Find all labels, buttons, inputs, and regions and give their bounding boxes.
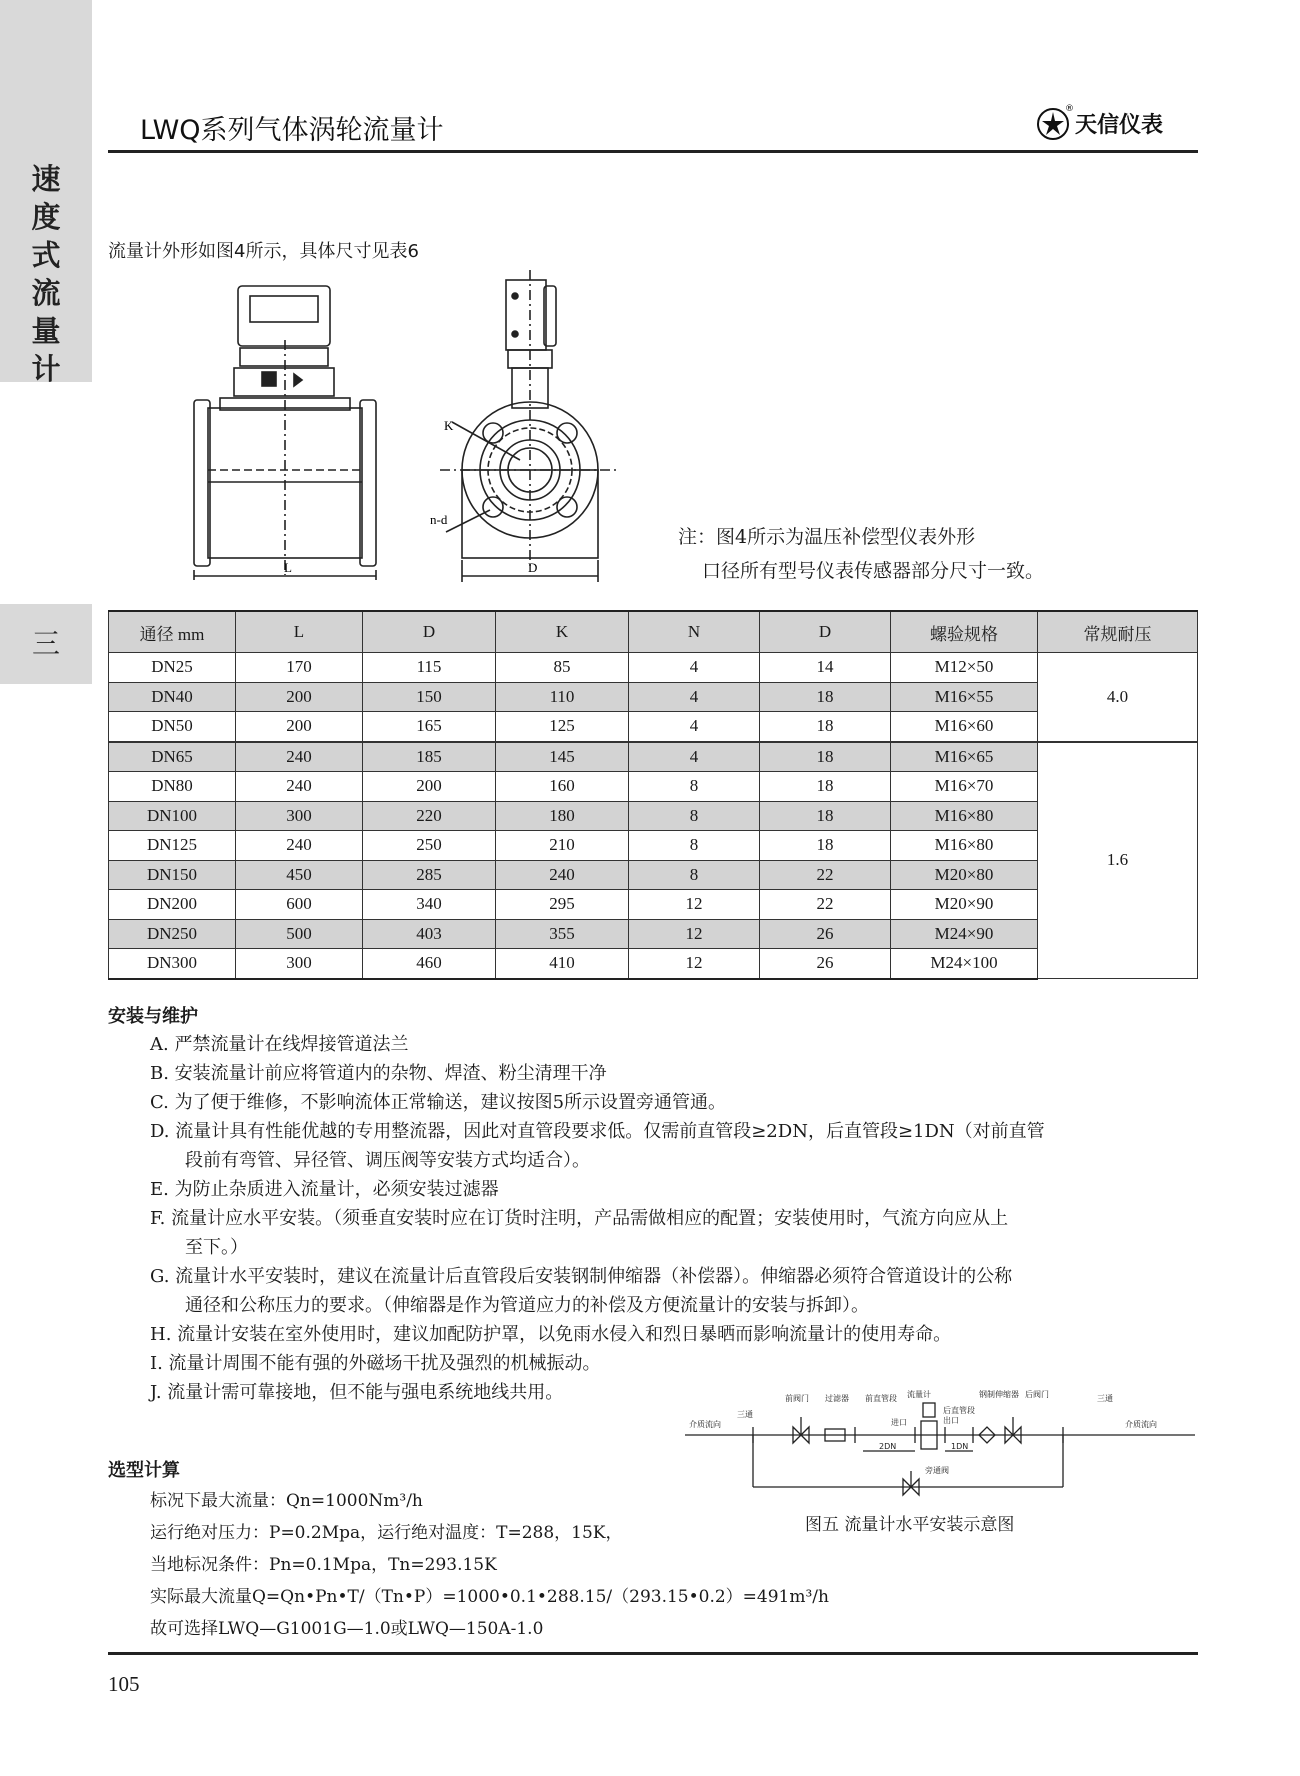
side-chapter-number: 三 bbox=[31, 627, 60, 660]
fig5-label: 钢制伸缩器 bbox=[979, 1390, 1019, 1399]
table-row bbox=[109, 742, 1198, 772]
table-cell: DN40 bbox=[109, 682, 236, 712]
table-cell: 22 bbox=[760, 860, 891, 890]
table-cell: 200 bbox=[363, 772, 496, 802]
table-cell: 250 bbox=[363, 831, 496, 861]
col-header: 通径 mm bbox=[109, 611, 236, 653]
table-cell: 18 bbox=[760, 801, 891, 831]
selection-calc bbox=[150, 1485, 829, 1645]
table-cell: 200 bbox=[236, 712, 363, 742]
table-cell: 295 bbox=[496, 890, 629, 920]
fig5-label: 旁通阀 bbox=[925, 1466, 949, 1475]
table-cell: 200 bbox=[236, 682, 363, 712]
table-cell: 355 bbox=[496, 919, 629, 949]
install-item: E. 为防止杂质进入流量计，必须安装过滤器 bbox=[150, 1179, 499, 1200]
calc-line: 当地标况条件：Pn=0.1Mpa，Tn=293.15K bbox=[150, 1555, 497, 1575]
table-cell: DN80 bbox=[109, 772, 236, 802]
table-row bbox=[109, 949, 1198, 979]
side-category-char: 度 bbox=[31, 200, 61, 234]
side-category-char: 量 bbox=[31, 314, 61, 348]
side-category-char: 式 bbox=[31, 238, 61, 272]
col-header: D bbox=[760, 611, 891, 653]
table-cell: 410 bbox=[496, 949, 629, 979]
table-cell: 12 bbox=[629, 949, 760, 979]
table-cell: DN100 bbox=[109, 801, 236, 831]
calc-line: 运行绝对压力：P=0.2Mpa，运行绝对温度：T=288，15K， bbox=[150, 1523, 623, 1543]
footer-rule bbox=[108, 1652, 1198, 1655]
table-row bbox=[109, 890, 1198, 920]
table-cell: 240 bbox=[236, 831, 363, 861]
table-cell: 8 bbox=[629, 772, 760, 802]
table-cell: 18 bbox=[760, 712, 891, 742]
figure-note bbox=[678, 520, 1044, 588]
table-cell: 300 bbox=[236, 801, 363, 831]
pressure-cell: 1.6 bbox=[1038, 742, 1198, 979]
install-item: I. 流量计周围不能有强的外磁场干扰及强烈的机械振动。 bbox=[150, 1353, 601, 1374]
fig5-label: 介质流向 bbox=[1125, 1420, 1157, 1429]
table-cell: DN200 bbox=[109, 890, 236, 920]
install-item: F. 流量计应水平安装。（须垂直安装时应在订货时注明，产品需做相应的配置；安装使用时，气流方向应从上 bbox=[150, 1208, 1009, 1229]
col-header: 常规耐压 bbox=[1038, 611, 1198, 653]
table-cell: M16×70 bbox=[891, 772, 1038, 802]
col-header: 螺验规格 bbox=[891, 611, 1038, 653]
table-cell: DN250 bbox=[109, 919, 236, 949]
table-cell: 340 bbox=[363, 890, 496, 920]
calc-line: 故可选择LWQ—G1001G—1.0或LWQ—150A-1.0 bbox=[150, 1619, 544, 1639]
install-list bbox=[150, 1030, 1210, 1407]
fig5-label: 2DN bbox=[879, 1442, 897, 1451]
table-cell: 450 bbox=[236, 860, 363, 890]
fig5-label: 三通 bbox=[1097, 1394, 1113, 1403]
table-cell: DN125 bbox=[109, 831, 236, 861]
table-cell: 12 bbox=[629, 890, 760, 920]
side-category-char: 速 bbox=[31, 162, 61, 196]
table-cell: DN300 bbox=[109, 949, 236, 979]
table-cell: 4 bbox=[629, 742, 760, 772]
fig5-label: 进口 bbox=[891, 1418, 907, 1427]
install-item: J. 流量计需可靠接地，但不能与强电系统地线共用。 bbox=[150, 1382, 564, 1403]
table-cell: M24×90 bbox=[891, 919, 1038, 949]
table-cell: DN50 bbox=[109, 712, 236, 742]
table-cell: 220 bbox=[363, 801, 496, 831]
table-row bbox=[109, 860, 1198, 890]
fig5-label: 前直管段 bbox=[865, 1394, 897, 1403]
table-cell: 4 bbox=[629, 682, 760, 712]
table-cell: 500 bbox=[236, 919, 363, 949]
fig5-label: 流量计 bbox=[907, 1390, 931, 1399]
table-cell: 403 bbox=[363, 919, 496, 949]
table-cell: 22 bbox=[760, 890, 891, 920]
table-cell: 210 bbox=[496, 831, 629, 861]
table-cell: 14 bbox=[760, 653, 891, 683]
table-cell: M20×90 bbox=[891, 890, 1038, 920]
table-cell: 240 bbox=[236, 772, 363, 802]
col-header: N bbox=[629, 611, 760, 653]
table-cell: 18 bbox=[760, 682, 891, 712]
table-cell: M12×50 bbox=[891, 653, 1038, 683]
col-header: K bbox=[496, 611, 629, 653]
side-category-char: 计 bbox=[31, 352, 61, 386]
table-cell: 4 bbox=[629, 712, 760, 742]
fig5-label: 介质流向 bbox=[689, 1420, 721, 1429]
table-row bbox=[109, 772, 1198, 802]
install-item: D. 流量计具有性能优越的专用整流器，因此对直管段要求低。仅需前直管段≥2DN，后直管段≥1DN（对前直管 bbox=[150, 1121, 1045, 1142]
table-cell: 18 bbox=[760, 742, 891, 772]
install-item: H. 流量计安装在室外使用时，建议加配防护罩，以免雨水侵入和烈日暴晒而影响流量计的使用寿命。 bbox=[150, 1324, 952, 1345]
table-cell: 110 bbox=[496, 682, 629, 712]
table-cell: 26 bbox=[760, 949, 891, 979]
fig5-label: 前阀门 bbox=[785, 1394, 809, 1403]
table-cell: 18 bbox=[760, 831, 891, 861]
table-cell: 145 bbox=[496, 742, 629, 772]
table-cell: 300 bbox=[236, 949, 363, 979]
install-item: 通径和公称压力的要求。（伸缩器是作为管道应力的补偿及方便流量计的安装与拆卸）。 bbox=[185, 1295, 869, 1316]
install-item: 段前有弯管、异径管、调压阀等安装方式均适合）。 bbox=[185, 1150, 590, 1171]
table-cell: M20×80 bbox=[891, 860, 1038, 890]
table-row bbox=[109, 682, 1198, 712]
install-item: A. 严禁流量计在线焊接管道法兰 bbox=[150, 1034, 409, 1055]
table-cell: 460 bbox=[363, 949, 496, 979]
calc-line: 实际最大流量Q=Qn•Pn•T/（Tn•P）=1000•0.1•288.15/（293.15•0.2）=491m³/h bbox=[150, 1587, 829, 1607]
table-cell: DN25 bbox=[109, 653, 236, 683]
table-cell: 8 bbox=[629, 860, 760, 890]
figure-intro: 流量计外形如图4所示，具体尺寸见表6 bbox=[108, 241, 419, 262]
install-item: C. 为了便于维修，不影响流体正常输送，建议按图5所示设置旁通管通。 bbox=[150, 1092, 727, 1113]
brand-name: 天信仪表 bbox=[1075, 112, 1164, 138]
table-row bbox=[109, 919, 1198, 949]
note-line-2: 口径所有型号仪表传感器部分尺寸一致。 bbox=[702, 560, 1045, 582]
dim-nd-label: n-d bbox=[430, 512, 448, 527]
pressure-cell: 4.0 bbox=[1038, 653, 1198, 742]
install-item: G. 流量计水平安装时，建议在流量计后直管段后安装钢制伸缩器（补偿器）。伸缩器必须符合管道设计的公称 bbox=[150, 1266, 1013, 1287]
table-cell: 18 bbox=[760, 772, 891, 802]
install-item: B. 安装流量计前应将管道内的杂物、焊渣、粉尘清理干净 bbox=[150, 1063, 607, 1084]
page-number: 105 bbox=[108, 1672, 140, 1696]
fig5-label: 过滤器 bbox=[825, 1394, 849, 1403]
page-title: LWQ系列气体涡轮流量计 bbox=[140, 115, 444, 146]
table-cell: M16×55 bbox=[891, 682, 1038, 712]
table-cell: 8 bbox=[629, 831, 760, 861]
dim-k-label: K bbox=[444, 418, 454, 433]
table-cell: 8 bbox=[629, 801, 760, 831]
fig5-label: 三通 bbox=[737, 1410, 753, 1419]
dimension-table bbox=[108, 610, 1198, 980]
table-cell: 12 bbox=[629, 919, 760, 949]
table-cell: 240 bbox=[236, 742, 363, 772]
fig5-label: 后阀门 bbox=[1025, 1390, 1049, 1399]
selection-heading: 选型计算 bbox=[108, 1460, 180, 1481]
table-cell: 180 bbox=[496, 801, 629, 831]
table-cell: M16×60 bbox=[891, 712, 1038, 742]
table-cell: 165 bbox=[363, 712, 496, 742]
dim-d-label: D bbox=[528, 560, 538, 575]
fig5-label: 后直管段 bbox=[943, 1406, 975, 1415]
figure-5-caption: 图五 流量计水平安装示意图 bbox=[805, 1515, 1015, 1535]
side-category-label bbox=[0, 160, 92, 388]
table-cell: M16×80 bbox=[891, 801, 1038, 831]
table-cell: 185 bbox=[363, 742, 496, 772]
calc-line: 标况下最大流量：Qn=1000Nm³/h bbox=[150, 1491, 423, 1511]
table-cell: M16×65 bbox=[891, 742, 1038, 772]
table-cell: M24×100 bbox=[891, 949, 1038, 979]
table-cell: M16×80 bbox=[891, 831, 1038, 861]
registered-mark: ® bbox=[1065, 104, 1074, 114]
col-header: D bbox=[363, 611, 496, 653]
brand-logo-icon bbox=[1035, 100, 1075, 144]
table-cell: 600 bbox=[236, 890, 363, 920]
table-cell: 125 bbox=[496, 712, 629, 742]
table-cell: 26 bbox=[760, 919, 891, 949]
fig5-label: 1DN bbox=[951, 1442, 969, 1451]
table-cell: 4 bbox=[629, 653, 760, 683]
table-cell: 150 bbox=[363, 682, 496, 712]
table-cell: 285 bbox=[363, 860, 496, 890]
fig5-label: 出口 bbox=[943, 1416, 959, 1425]
table-row bbox=[109, 712, 1198, 742]
col-header: L bbox=[236, 611, 363, 653]
install-heading: 安装与维护 bbox=[108, 1006, 198, 1027]
table-cell: 170 bbox=[236, 653, 363, 683]
table-cell: 240 bbox=[496, 860, 629, 890]
table-cell: 115 bbox=[363, 653, 496, 683]
table-cell: 85 bbox=[496, 653, 629, 683]
note-line-1: 注：图4所示为温压补偿型仪表外形 bbox=[678, 526, 976, 548]
table-row bbox=[109, 653, 1198, 683]
table-row bbox=[109, 801, 1198, 831]
table-cell: 160 bbox=[496, 772, 629, 802]
install-item: 至下。） bbox=[185, 1237, 248, 1258]
title-rule bbox=[108, 150, 1198, 153]
side-category-char: 流 bbox=[31, 276, 61, 310]
dim-l-label: L bbox=[284, 560, 292, 575]
table-cell: DN65 bbox=[109, 742, 236, 772]
table-cell: DN150 bbox=[109, 860, 236, 890]
table-row bbox=[109, 831, 1198, 861]
